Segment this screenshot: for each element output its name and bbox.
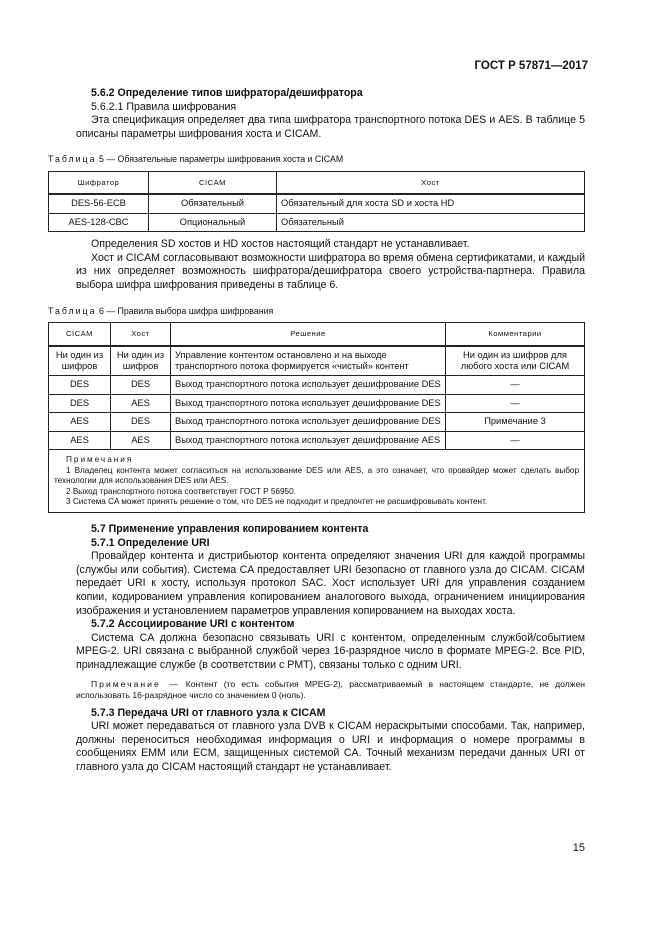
table-cell: AES bbox=[49, 413, 111, 431]
table-cell: AES bbox=[49, 431, 111, 449]
paragraph: Эта спецификация определяет два типа шифратора транспортного потока DES и AES. В таблице 5 описаны параметры шифрования хоста и CICAM. bbox=[76, 114, 585, 140]
section-heading-5-7-1: 5.7.1 Определение URI bbox=[91, 536, 210, 549]
table-row bbox=[49, 394, 585, 412]
table-cell: — bbox=[446, 431, 585, 449]
table-cell: Выход транспортного потока использует дешифрование DES bbox=[171, 394, 446, 412]
table-row bbox=[49, 376, 585, 394]
table-cell: Выход транспортного потока использует дешифрование DES bbox=[171, 376, 446, 394]
page-number: 15 bbox=[572, 842, 585, 854]
table-cell: — bbox=[446, 394, 585, 412]
table-cell: Примечание 3 bbox=[446, 413, 585, 431]
table-6-caption bbox=[48, 305, 585, 319]
table-6-header-cicam: CICAM bbox=[49, 323, 111, 346]
table-word: Таблица bbox=[48, 305, 97, 316]
paragraph: Система CA должна безопасно связывать URI с контентом, определенным службой/событием MPEG-2. URI связана с выбранной службой через 16-разрядное число в формате MPEG-2. Все PID, принадлежащие службе (в соответствии с PMT), связаны только с одним URI. bbox=[76, 631, 585, 671]
note-item: 2 Выход транспортного потока соответствует ГОСТ Р 56950. bbox=[66, 486, 296, 496]
table-cell: AES bbox=[111, 394, 171, 412]
table-6-header-comments: Комментарии bbox=[446, 323, 585, 346]
table-5-header-cicam: CICAM bbox=[149, 171, 277, 194]
table-cell: DES bbox=[49, 376, 111, 394]
subsection-heading-5-6-2-1: 5.6.2.1 Правила шифрования bbox=[91, 100, 237, 113]
table-row bbox=[49, 194, 585, 213]
table-row bbox=[49, 413, 585, 431]
table-cell: Выход транспортного потока использует дешифрование DES bbox=[171, 413, 446, 431]
section-heading-5-7-2: 5.7.2 Ассоциирование URI с контентом bbox=[91, 618, 295, 631]
note-item: 3 Система CA может принять решение о том, что DES не подходит и предпочтет не расшифровывать контент. bbox=[66, 497, 488, 507]
paragraph: Провайдер контента и дистрибьютор контента определяют значения URI для каждой программы (службы или события). Система CA предоставляет URI безопасно от главного узла до CICAM. CICAM передает URI к хосту, используя протокол SAC. Хост использует URI для управления созданием копии, кодированием управления копированием аналогового выхода, ограничением инициирования изображения и установлением параметров управления копированием на выходах хоста. bbox=[76, 550, 585, 617]
table-cell: Ни один из шифров bbox=[49, 346, 111, 376]
table-5 bbox=[48, 171, 585, 232]
paragraph: Хост и CICAM согласовывают возможности шифратора во время обмена сертификатами, и каждый из них определяет возможность шифратора/дешифратора своего устройства-партнера. Правила выбора шифра шифрования приведены в таблице 6. bbox=[76, 251, 585, 291]
notes-heading: Примечания bbox=[66, 455, 134, 464]
table-cell: Управление контентом остановлено и на выходе транспортного потока формируется «чистый» контент bbox=[171, 346, 446, 376]
table-cell: Выход транспортного потока использует дешифрование AES bbox=[171, 431, 446, 449]
paragraph: Определения SD хостов и HD хостов настоящий стандарт не устанавливает. bbox=[91, 238, 470, 251]
table-cell: Ни один из шифров bbox=[111, 346, 171, 376]
page-content bbox=[48, 87, 585, 774]
table-row bbox=[49, 431, 585, 449]
table-5-caption bbox=[48, 153, 585, 167]
table-cell: Обязательный bbox=[149, 194, 277, 213]
table-5-header-host: Хост bbox=[277, 171, 585, 194]
table-6-notes bbox=[49, 450, 585, 513]
table-cell: Обязательный для хоста SD и хоста HD bbox=[277, 194, 585, 213]
table-6 bbox=[48, 322, 585, 513]
paragraph: URI может передаваться от главного узла DVB к CICAM нераскрытыми способами. Так, например, должны переноситься необходимая информация о URI и информация о номере программы в сообщениях EMM или ECM, защищенных системой CA. Точный механизм передачи данных URI от главного узла до CICAM настоящий стандарт не устанавливает. bbox=[76, 720, 585, 773]
table-cell: Обязательный bbox=[277, 213, 585, 231]
table-cell: DES bbox=[111, 376, 171, 394]
table-5-header-cipher: Шифратор bbox=[49, 171, 149, 194]
table-6-title: 6 — Правила выбора шифра шифрования bbox=[98, 305, 274, 316]
standard-header: ГОСТ Р 57871—2017 bbox=[474, 60, 588, 72]
table-6-header-decision: Решение bbox=[171, 323, 446, 346]
table-row bbox=[49, 346, 585, 376]
table-cell: AES-128-CBC bbox=[49, 213, 149, 231]
table-cell: DES bbox=[111, 413, 171, 431]
table-cell: Ни один из шифров для любого хоста или CICAM bbox=[446, 346, 585, 376]
section-heading-5-7: 5.7 Применение управления копированием контента bbox=[91, 522, 369, 535]
section-heading-5-7-3: 5.7.3 Передача URI от главного узла к CICAM bbox=[91, 706, 326, 719]
table-cell: — bbox=[446, 376, 585, 394]
table-6-header-host: Хост bbox=[111, 323, 171, 346]
note-item: 1 Владелец контента может согласиться на использование DES или AES, а это означает, что провайдер может сделать выбор технологии для использования DES или AES. bbox=[54, 465, 579, 486]
table-cell: AES bbox=[111, 431, 171, 449]
section-heading-5-6-2: 5.6.2 Определение типов шифратора/дешифратора bbox=[91, 87, 363, 99]
table-word: Таблица bbox=[48, 154, 97, 165]
note-text: Контент (то есть события MPEG-2), рассматриваемый в настоящем стандарте, не должен использовать 16-разрядное число со значением 0 (ноль). bbox=[76, 678, 585, 700]
note-label: Примечание — bbox=[91, 678, 180, 689]
table-cell: DES-56-ECB bbox=[49, 194, 149, 213]
table-row bbox=[49, 213, 585, 231]
table-cell: Опциональный bbox=[149, 213, 277, 231]
table-5-title: 5 — Обязательные параметры шифрования хоста и CICAM bbox=[98, 154, 344, 165]
note-paragraph bbox=[76, 679, 585, 701]
table-cell: DES bbox=[49, 394, 111, 412]
